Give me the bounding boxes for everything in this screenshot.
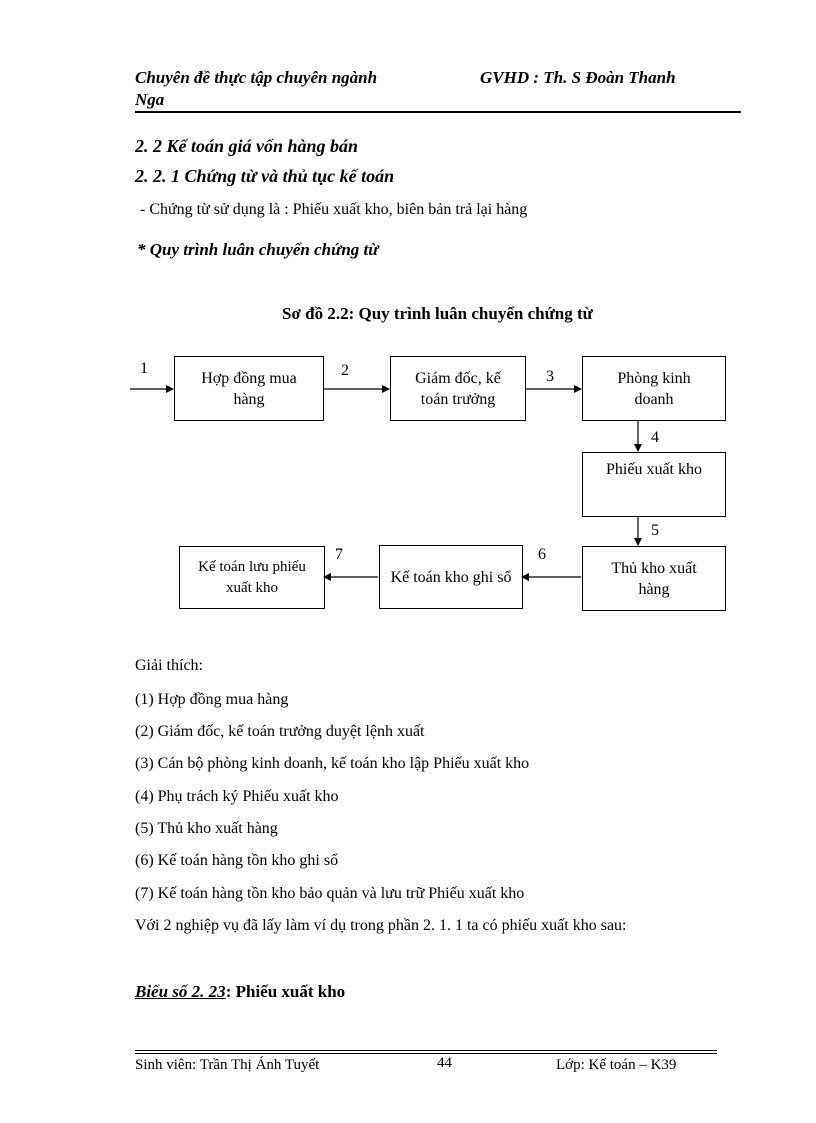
header-course-title-cont: Nga bbox=[135, 90, 165, 109]
step-number-3: 3 bbox=[546, 368, 554, 385]
explanation-item: (7) Kế toán hàng tồn kho bảo quản và lưu trữ Phiếu xuất kho bbox=[135, 885, 525, 902]
box-director-label: Giám đốc, kế toán trưởng bbox=[415, 369, 501, 408]
footer-student: Sinh viên: Trần Thị Ánh Tuyết bbox=[135, 1057, 320, 1073]
explanation-item: (4) Phụ trách ký Phiếu xuất kho bbox=[135, 788, 339, 805]
process-title: * Quy trình luân chuyển chứng từ bbox=[137, 240, 379, 259]
explanation-item: (5) Thủ kho xuất hàng bbox=[135, 820, 278, 837]
form-caption-rest: : Phiếu xuất kho bbox=[225, 982, 346, 1001]
form-caption-label: Biểu số 2. 23 bbox=[135, 982, 226, 1001]
documents-used-text: - Chứng từ sử dụng là : Phiếu xuất kho, biên bản trả lại hàng bbox=[140, 201, 528, 218]
header-advisor: GVHD : Th. S Đoàn Thanh bbox=[480, 68, 676, 87]
step-number-4: 4 bbox=[651, 429, 659, 446]
box-business-label: Phòng kinh doanh bbox=[617, 369, 691, 408]
footer-class: Lớp: Kế toán – K39 bbox=[556, 1057, 677, 1073]
section-heading-1: 2. 2 Kế toán giá vốn hàng bán bbox=[135, 136, 359, 156]
explanation-item: (1) Hợp đồng mua hàng bbox=[135, 691, 289, 708]
explanation-closing: Với 2 nghiệp vụ đã lấy làm ví dụ trong phần 2. 1. 1 ta có phiếu xuất kho sau: bbox=[135, 917, 627, 934]
footer-rule-bottom bbox=[135, 1053, 717, 1054]
box-archive-label: Kế toán lưu phiếu xuất kho bbox=[198, 558, 306, 596]
footer-page-number: 44 bbox=[437, 1055, 452, 1071]
explanation-title: Giải thích: bbox=[135, 657, 203, 674]
box-storekeeper-label: Thủ kho xuất hàng bbox=[611, 559, 697, 598]
box-delivery-slip-label: Phiếu xuất kho bbox=[606, 461, 702, 478]
box-purchase-contract-label: Hợp đồng mua hàng bbox=[201, 369, 297, 408]
explanation-item: (6) Kế toán hàng tồn kho ghi sổ bbox=[135, 852, 339, 869]
step-number-5: 5 bbox=[651, 522, 659, 539]
step-number-1: 1 bbox=[140, 360, 148, 377]
header-course-title: Chuyên đề thực tập chuyên ngành bbox=[135, 68, 378, 87]
section-heading-2: 2. 2. 1 Chứng từ và thủ tục kế toán bbox=[135, 166, 395, 186]
explanation-item: (2) Giám đốc, kế toán trưởng duyệt lệnh xuất bbox=[135, 723, 425, 740]
diagram-title: Sơ đồ 2.2: Quy trình luân chuyển chứng từ bbox=[282, 304, 593, 323]
step-number-7: 7 bbox=[335, 546, 343, 563]
explanation-item: (3) Cán bộ phòng kinh doanh, kế toán kho lập Phiếu xuất kho bbox=[135, 755, 530, 772]
box-warehouse-accountant-label: Kế toán kho ghi sổ bbox=[390, 568, 512, 586]
form-caption bbox=[135, 982, 345, 1002]
step-number-2: 2 bbox=[341, 362, 349, 379]
step-number-6: 6 bbox=[538, 546, 546, 563]
footer-rule-top bbox=[135, 1050, 717, 1051]
